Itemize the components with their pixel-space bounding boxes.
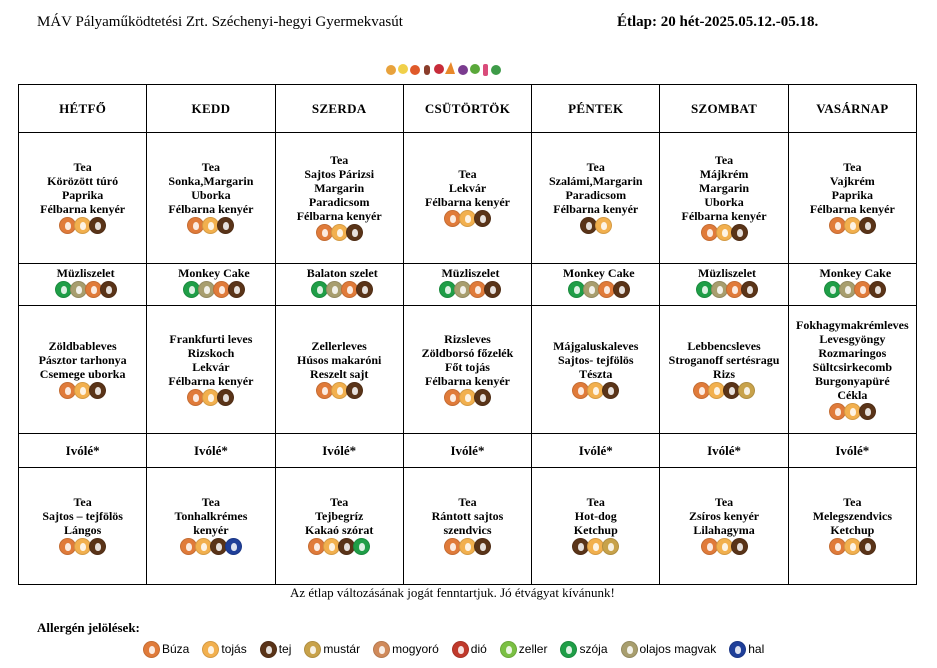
drink-cell: Ivólé* (788, 434, 916, 468)
breakfast-row (19, 133, 917, 264)
allergen-icons (404, 538, 531, 557)
food-item: Tea (714, 495, 734, 509)
allergen-icons (660, 382, 787, 401)
allergen-icons (147, 217, 274, 236)
szoja-allergen-icon (353, 538, 370, 555)
snack-cell (19, 264, 147, 306)
food-item: Kakaó szórat (305, 523, 374, 537)
food-item: Margarin (699, 181, 750, 195)
buza-allergen-icon (143, 641, 160, 658)
food-item: Félbarna kenyér (296, 209, 382, 223)
tej-allergen-icon (869, 281, 886, 298)
breakfast-cell (403, 133, 531, 264)
food-item: Stroganoff sertésragu (668, 352, 780, 367)
food-item: Húsos makaróni (297, 352, 382, 367)
allergen-icons (795, 281, 916, 300)
food-item: Uborka (704, 195, 744, 209)
food-item: Lángos (63, 523, 102, 537)
tej-allergen-icon (602, 382, 619, 399)
tej-allergen-icon (474, 210, 491, 227)
legend-label: dió (470, 642, 487, 656)
tej-allergen-icon (217, 217, 234, 234)
mustar-allergen-icon (738, 382, 755, 399)
food-item: Tea (201, 160, 221, 174)
tej-allergen-icon (474, 538, 491, 555)
allergen-icons (276, 538, 403, 557)
snack-row (19, 264, 917, 306)
dinner-cell (532, 468, 660, 585)
breakfast-cell (788, 133, 916, 264)
tej-allergen-icon (89, 217, 106, 234)
mustar-allergen-icon (304, 641, 321, 658)
mogyoro-allergen-icon (373, 641, 390, 658)
food-item: Rizskoch (187, 345, 235, 360)
hal-allergen-icon (729, 641, 746, 658)
legend-item-mogyoro (374, 641, 439, 658)
food-item: Csemege uborka (39, 366, 126, 381)
food-item: Tészta (579, 366, 613, 381)
food-item: Lekvár (448, 181, 487, 195)
day-header: SZERDA (275, 85, 403, 133)
day-header: HÉTFŐ (19, 85, 147, 133)
tojas-allergen-icon (716, 538, 733, 555)
food-item: Lekvár (192, 359, 230, 374)
legend-label: olajos magvak (639, 642, 717, 656)
tej-allergen-icon (346, 224, 363, 241)
food-item: Félbarna kenyér (168, 373, 254, 388)
tej-allergen-icon (859, 403, 876, 420)
allergen-icons (276, 224, 403, 243)
food-item: Tea (843, 160, 862, 174)
food-item: Tea (458, 167, 477, 181)
legend-item-dio (453, 641, 487, 658)
allergen-icons (660, 538, 787, 557)
allergen-icons (282, 281, 403, 300)
allergen-icons (276, 382, 403, 401)
legend-item-buza (144, 641, 189, 658)
tej-allergen-icon (100, 281, 117, 298)
legend-label: zeller (518, 642, 548, 656)
day-header-row (19, 85, 917, 133)
allergen-icons (532, 538, 659, 557)
zeller-allergen-icon (500, 641, 517, 658)
tej-allergen-icon (89, 382, 106, 399)
food-item: Félbarna kenyér (424, 373, 510, 388)
drink-cell: Ivólé* (660, 434, 788, 468)
lunch-cell (788, 306, 916, 434)
allergen-icons (789, 217, 916, 236)
mustar-allergen-icon (602, 538, 619, 555)
food-item: Sajtos Párizsi (304, 167, 375, 181)
food-item: Lilahagyma (693, 523, 755, 537)
szoja-allergen-icon (560, 641, 577, 658)
food-item: Sajtos- tejfölös (557, 352, 634, 367)
hal-allergen-icon (225, 538, 242, 555)
tej-allergen-icon (89, 538, 106, 555)
food-item: Sonka,Margarin (168, 174, 254, 188)
lunch-cell (19, 306, 147, 434)
dinner-cell (19, 468, 147, 585)
organization-name: MÁV Pályaműködtetési Zrt. Széchenyi-hegyi Gyermekvasút (37, 14, 403, 30)
breakfast-cell (532, 133, 660, 264)
allergen-icons (532, 217, 659, 236)
food-item: Frankfurti leves (169, 331, 253, 346)
legend-label: tojás (221, 642, 247, 656)
food-item: Sajtos – tejfölös (42, 509, 123, 523)
tej-allergen-icon (217, 389, 234, 406)
tej-allergen-icon (484, 281, 501, 298)
snack-name: Balaton szelet (306, 266, 378, 280)
snack-cell (532, 264, 660, 306)
allergen-icons (19, 538, 146, 557)
food-item: Rántott sajtos (431, 509, 504, 523)
food-item: Tea (586, 495, 605, 509)
food-item: Tejbegríz (315, 509, 364, 523)
food-item: Tea (330, 495, 349, 509)
dinner-row (19, 468, 917, 585)
dinner-cell (403, 468, 531, 585)
legend-label: hal (748, 642, 765, 656)
snack-cell (788, 264, 916, 306)
drink-cell: Ivólé* (147, 434, 275, 468)
tej-allergen-icon (741, 281, 758, 298)
legend-label: szója (579, 642, 608, 656)
menu-title: Étlap: 20 hét-2025.05.12.-05.18. (617, 14, 819, 30)
food-item: Paprika (61, 188, 104, 202)
snack-cell (275, 264, 403, 306)
food-item: Zöldbableves (48, 338, 117, 353)
buza-allergen-icon (701, 538, 718, 555)
breakfast-cell (147, 133, 275, 264)
allergen-icons (532, 382, 659, 401)
food-item: Melegszendvics (812, 509, 892, 523)
food-item: Félbarna kenyér (40, 202, 126, 216)
food-item: Rizs (713, 366, 736, 381)
tej-allergen-icon (356, 281, 373, 298)
food-item: Ketchup (830, 523, 875, 537)
legend-label: Búza (162, 642, 190, 656)
tej-allergen-icon (228, 281, 245, 298)
food-item: Lebbencsleves (687, 338, 761, 353)
food-item: Félbarna kenyér (809, 202, 895, 216)
tej-allergen-icon (731, 224, 748, 241)
food-item: Tea (714, 153, 734, 167)
allergen-icons (789, 403, 916, 422)
lunch-row (19, 306, 917, 434)
breakfast-cell (19, 133, 147, 264)
food-item: kenyér (193, 523, 229, 537)
food-item: Rozmaringos (818, 345, 887, 360)
vegetables-decoration-icon (383, 58, 503, 78)
day-header: SZOMBAT (660, 85, 788, 133)
food-item: Burgonyapüré (815, 373, 890, 388)
day-header: CSÜTÖRTÖK (403, 85, 531, 133)
legend-item-szoja (561, 641, 607, 658)
legend-item-tej (261, 641, 292, 658)
dinner-cell (660, 468, 788, 585)
breakfast-cell (275, 133, 403, 264)
snack-name: Monkey Cake (562, 266, 635, 280)
lunch-cell (532, 306, 660, 434)
snack-name: Müzliszelet (441, 266, 500, 280)
tojas-allergen-icon (716, 224, 733, 241)
food-item: Tea (73, 160, 92, 174)
snack-name: Monkey Cake (819, 266, 892, 280)
food-item: Paradicsom (308, 195, 370, 209)
allergen-icons (19, 217, 146, 236)
weekly-menu-table (18, 84, 917, 585)
allergen-icons (789, 538, 916, 557)
legend-item-olajos (622, 641, 717, 658)
food-item: Pásztor tarhonya (38, 352, 127, 367)
legend-label: mogyoró (392, 642, 439, 656)
food-item: Tea (586, 160, 605, 174)
food-item: Tea (843, 495, 862, 509)
dinner-cell (788, 468, 916, 585)
lunch-cell (275, 306, 403, 434)
food-item: szendvics (443, 523, 492, 537)
snack-name: Müzliszelet (56, 266, 115, 280)
food-item: Paprika (831, 188, 874, 202)
food-item: Félbarna kenyér (168, 202, 254, 216)
food-item: Zsíros kenyér (688, 509, 760, 523)
day-header: PÉNTEK (532, 85, 660, 133)
snack-name: Monkey Cake (178, 266, 250, 280)
tej-allergen-icon (731, 538, 748, 555)
food-item: Cékla (837, 387, 868, 402)
menu-note: Az étlap változásának jogát fenntartjuk. Jó étvágyat kívánunk! (290, 585, 615, 600)
snack-cell (403, 264, 531, 306)
lunch-cell (147, 306, 275, 434)
drink-cell: Ivólé* (19, 434, 147, 468)
food-item: Tea (73, 495, 92, 509)
food-item: Fokhagymakrémleves (796, 317, 909, 332)
snack-cell (660, 264, 788, 306)
allergen-icons (404, 210, 531, 229)
tej-allergen-icon (346, 382, 363, 399)
food-item: Vajkrém (829, 174, 875, 188)
food-item: Májgaluskaleves (553, 338, 639, 353)
buza-allergen-icon (701, 224, 718, 241)
allergen-icons (147, 538, 274, 557)
allergen-icons (410, 281, 531, 300)
allergen-legend (144, 638, 764, 660)
dio-allergen-icon (452, 641, 469, 658)
allergen-icons (25, 281, 146, 300)
allergen-icons (404, 389, 531, 408)
food-item: Főt tojás (444, 359, 490, 374)
allergen-icons (19, 382, 146, 401)
food-item: Tea (330, 153, 349, 167)
food-item: Zöldborsó főzelék (421, 345, 514, 360)
legend-item-zeller (501, 641, 548, 658)
legend-item-tojas (203, 641, 246, 658)
legend-label: mustár (323, 642, 361, 656)
food-item: Körözött túró (47, 174, 119, 188)
allergen-legend-title: Allergén jelölések: (37, 620, 140, 635)
legend-item-mustar (305, 641, 360, 658)
lunch-cell (403, 306, 531, 434)
food-item: Rizsleves (444, 331, 491, 346)
tojas-allergen-icon (595, 217, 612, 234)
food-item: Félbarna kenyér (424, 195, 510, 209)
food-item: Zellerleves (311, 338, 367, 353)
food-item: Tea (201, 495, 221, 509)
food-item: Uborka (191, 188, 231, 202)
snack-name: Müzliszelet (698, 266, 757, 280)
breakfast-cell (660, 133, 788, 264)
drink-cell: Ivólé* (532, 434, 660, 468)
drink-cell: Ivólé* (275, 434, 403, 468)
drink-row (19, 434, 917, 468)
food-item: Ketchup (573, 523, 618, 537)
food-item: Paradicsom (565, 188, 627, 202)
food-item: Reszelt sajt (310, 366, 369, 381)
dinner-cell (275, 468, 403, 585)
day-header: VASÁRNAP (788, 85, 916, 133)
tej-allergen-icon (474, 389, 491, 406)
tej-allergen-icon (859, 538, 876, 555)
lunch-cell (660, 306, 788, 434)
legend-label: tej (278, 642, 292, 656)
tojas-allergen-icon (202, 641, 219, 658)
food-item: Levesgyöngy (819, 331, 886, 346)
food-item: Tea (458, 495, 477, 509)
food-item: Félbarna kenyér (681, 209, 767, 223)
allergen-icons (538, 281, 659, 300)
dinner-cell (147, 468, 275, 585)
allergen-icons (660, 224, 787, 243)
food-item: Májkrém (699, 167, 749, 181)
tej-allergen-icon (613, 281, 630, 298)
food-item: Margarin (314, 181, 365, 195)
allergen-icons (147, 389, 274, 408)
tej-allergen-icon (260, 641, 277, 658)
day-header: KEDD (147, 85, 275, 133)
snack-cell (147, 264, 275, 306)
food-item: Sültcsirkecomb (812, 359, 893, 374)
food-item: Hot-dog (574, 509, 617, 523)
olajos-allergen-icon (621, 641, 638, 658)
allergen-icons (153, 281, 274, 300)
legend-item-hal (730, 641, 764, 658)
food-item: Tonhalkrémes (174, 509, 248, 523)
food-item: Félbarna kenyér (553, 202, 639, 216)
tej-allergen-icon (859, 217, 876, 234)
allergen-icons (666, 281, 787, 300)
drink-cell: Ivólé* (403, 434, 531, 468)
food-item: Szalámi,Margarin (548, 174, 643, 188)
